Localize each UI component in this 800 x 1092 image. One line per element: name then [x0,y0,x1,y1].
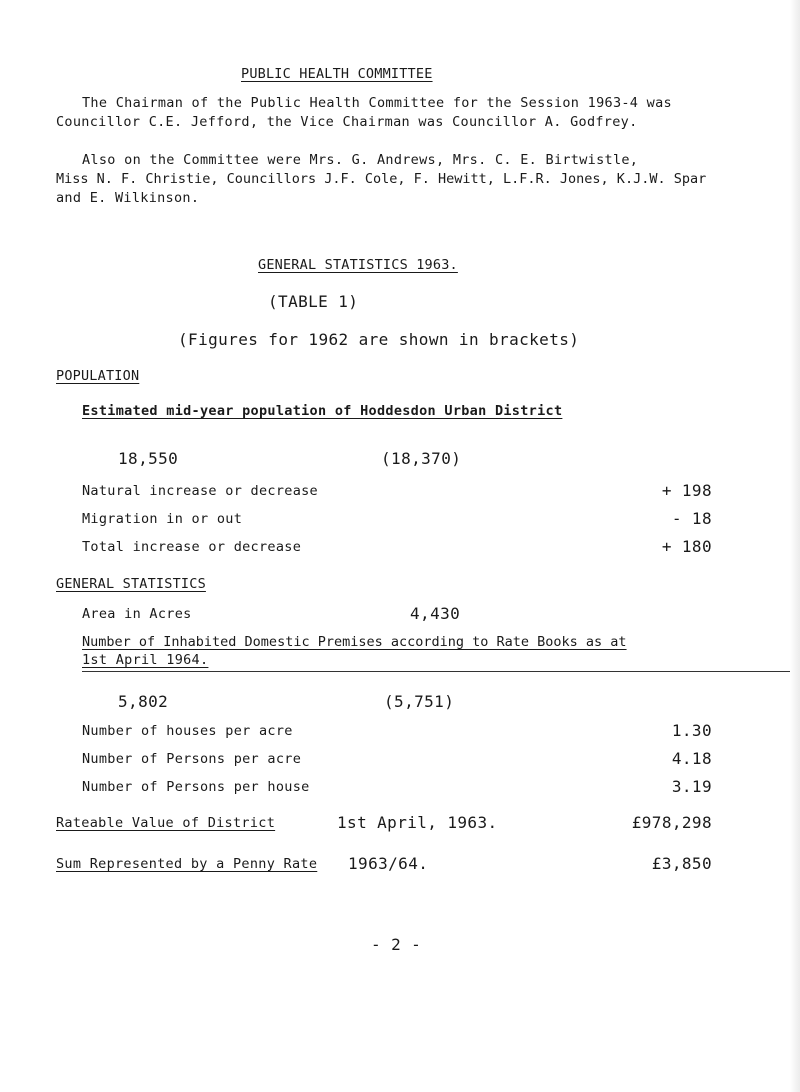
page-title: PUBLIC HEALTH COMMITTEE [241,66,433,82]
members-line-2: Miss N. F. Christie, Councillors J.F. Cole, F. Hewitt, L.F.R. Jones, K.J.W. Spar [56,171,707,187]
population-heading: POPULATION [56,368,140,384]
page-edge-shadow [790,0,800,1092]
rateable-value-label: Rateable Value of District [56,815,276,831]
rateable-value-date: 1st April, 1963. [337,813,498,832]
members-line-3: and E. Wilkinson. [56,190,200,206]
general-stats-heading: GENERAL STATISTICS 1963. [258,257,458,273]
table-label: (TABLE 1) [268,292,359,311]
area-label: Area in Acres [82,606,192,622]
penny-rate-value: £3,850 [651,854,712,873]
premises-value: 5,802 [118,692,169,711]
natural-increase-label: Natural increase or decrease [82,483,318,499]
houses-per-acre-value: 1.30 [671,721,712,740]
penny-rate-year: 1963/64. [348,854,429,873]
migration-value: - 18 [671,509,712,528]
premises-prev-value: (5,751) [384,692,455,711]
general-heading: GENERAL STATISTICS [56,576,206,592]
penny-rate-label: Sum Represented by a Penny Rate [56,856,318,872]
figures-note: (Figures for 1962 are shown in brackets) [178,330,580,349]
migration-label: Migration in or out [82,511,243,527]
members-line-1: Also on the Committee were Mrs. G. Andrews, Mrs. C. E. Birtwistle, [82,152,639,168]
persons-per-house-value: 3.19 [671,777,712,796]
page-number: - 2 - [371,935,422,954]
intro-line-1: The Chairman of the Public Health Committee for the Session 1963-4 was [82,95,672,111]
persons-per-acre-value: 4.18 [671,749,712,768]
intro-line-2: Councillor C.E. Jefford, the Vice Chairman was Councillor A. Godfrey. [56,114,638,130]
population-value: 18,550 [118,449,179,468]
premises-rule [82,671,790,672]
persons-per-house-label: Number of Persons per house [82,779,310,795]
total-increase-value: + 180 [661,537,712,556]
total-increase-label: Total increase or decrease [82,539,302,555]
houses-per-acre-label: Number of houses per acre [82,723,293,739]
persons-per-acre-label: Number of Persons per acre [82,751,302,767]
premises-line-2: 1st April 1964. [82,652,209,668]
natural-increase-value: + 198 [661,481,712,500]
area-value: 4,430 [410,604,461,623]
population-subheading: Estimated mid-year population of Hoddesdon Urban District [82,403,563,419]
population-prev-value: (18,370) [381,449,462,468]
rateable-value: £978,298 [631,813,712,832]
premises-line-1: Number of Inhabited Domestic Premises according to Rate Books as at [82,634,627,650]
